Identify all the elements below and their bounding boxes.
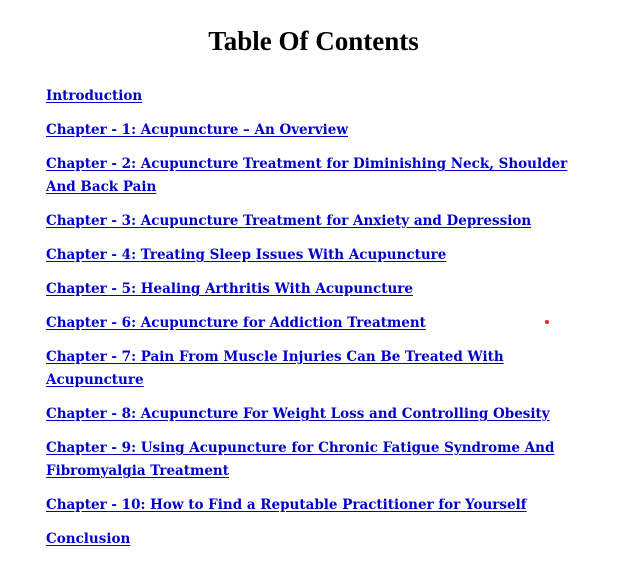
cursor-marker	[545, 320, 549, 324]
toc-link-introduction[interactable]: Introduction	[46, 88, 143, 104]
toc-link-chapter-10[interactable]: Chapter - 10: How to Find a Reputable Practitioner for Yourself	[46, 497, 527, 513]
toc-item	[46, 243, 576, 266]
toc-item	[46, 402, 576, 425]
toc-item	[46, 493, 576, 516]
toc-link-chapter-2[interactable]: Chapter - 2: Acupuncture Treatment for Diminishing Neck, Shoulder And Back Pain	[46, 156, 568, 195]
toc-link-chapter-1[interactable]: Chapter - 1: Acupuncture – An Overview	[46, 122, 348, 138]
toc-item	[46, 209, 576, 232]
page-title: Table Of Contents	[208, 26, 419, 56]
toc-link-chapter-6[interactable]: Chapter - 6: Acupuncture for Addiction Treatment	[46, 315, 426, 331]
toc-link-chapter-7[interactable]: Chapter - 7: Pain From Muscle Injuries Can Be Treated With Acupuncture	[46, 349, 504, 388]
toc-item	[46, 152, 576, 198]
toc-item	[46, 84, 576, 107]
toc-link-chapter-8[interactable]: Chapter - 8: Acupuncture For Weight Loss and Controlling Obesity	[46, 406, 550, 422]
toc-item	[46, 118, 576, 141]
toc-link-chapter-9[interactable]: Chapter - 9: Using Acupuncture for Chronic Fatigue Syndrome And Fibromyalgia Treatment	[46, 440, 555, 479]
toc-item	[46, 277, 576, 300]
toc-link-chapter-4[interactable]: Chapter - 4: Treating Sleep Issues With Acupuncture	[46, 247, 447, 263]
toc-item	[46, 345, 576, 391]
toc-item	[46, 527, 576, 550]
toc-link-chapter-3[interactable]: Chapter - 3: Acupuncture Treatment for Anxiety and Depression	[46, 213, 532, 229]
toc-item	[46, 436, 576, 482]
table-of-contents	[46, 84, 576, 561]
toc-link-chapter-5[interactable]: Chapter - 5: Healing Arthritis With Acupuncture	[46, 281, 413, 297]
toc-link-conclusion[interactable]: Conclusion	[46, 531, 131, 547]
toc-item	[46, 311, 576, 334]
